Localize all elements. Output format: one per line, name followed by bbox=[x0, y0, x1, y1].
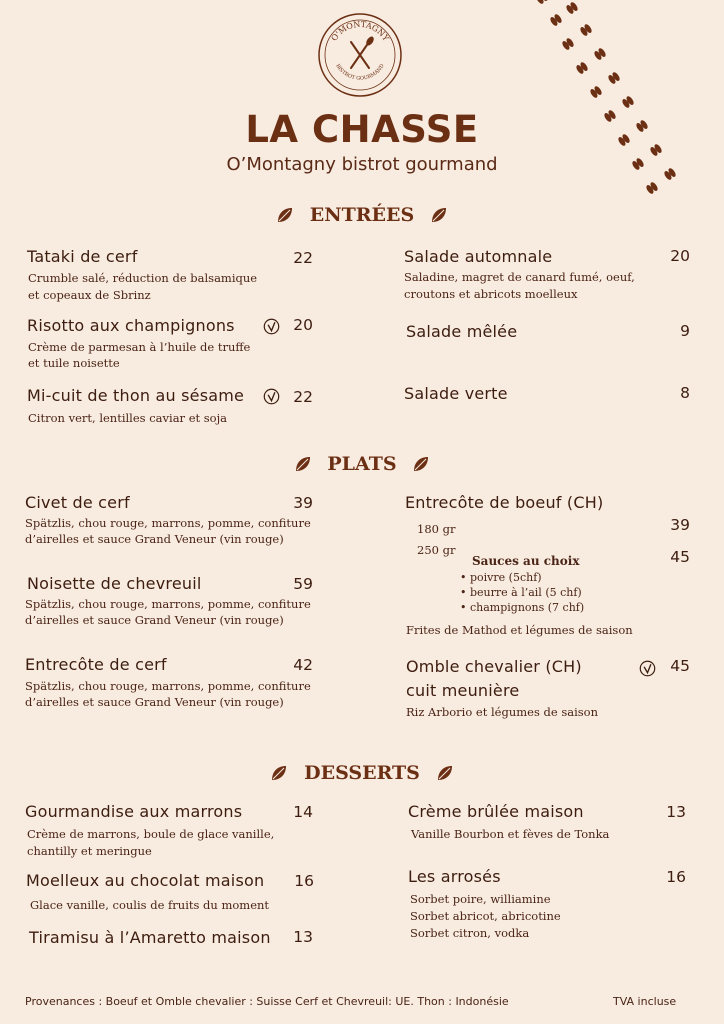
leaf-icon bbox=[435, 763, 455, 783]
dish-name: Gourmandise aux marrons bbox=[25, 802, 243, 821]
dish-desc: Citron vert, lentilles caviar et soja bbox=[28, 411, 228, 425]
dish-desc: d’airelles et sauce Grand Veneur (vin rouge) bbox=[25, 532, 284, 546]
dish-desc: Spätzlis, chou rouge, marrons, pomme, confiture bbox=[25, 597, 311, 611]
dish-desc: croutons et abricots moelleux bbox=[404, 287, 578, 301]
hoofprint-mark bbox=[607, 71, 621, 85]
dish-price: 9 bbox=[680, 322, 690, 340]
vegetarian-icon bbox=[263, 388, 280, 405]
leaf-icon bbox=[411, 454, 431, 474]
leaf-icon bbox=[429, 205, 449, 225]
sauce-item: • champignons (7 chf) bbox=[460, 601, 585, 614]
dish-name: Noisette de chevreuil bbox=[27, 574, 202, 593]
dish-name: Crème brûlée maison bbox=[408, 802, 584, 821]
hoofprint-mark bbox=[621, 95, 635, 109]
dish-name: Salade verte bbox=[404, 384, 508, 403]
dish-desc: Crème de marrons, boule de glace vanille, bbox=[27, 827, 275, 841]
dish-name: Tataki de cerf bbox=[27, 247, 138, 266]
dish-name: Entrecôte de boeuf (CH) bbox=[405, 493, 604, 512]
dish-price: 22 bbox=[293, 388, 313, 406]
vegetarian-icon bbox=[639, 660, 656, 677]
dish-price: 16 bbox=[294, 872, 314, 890]
weight-option: 250 gr bbox=[417, 543, 456, 557]
dish-price: 45 bbox=[670, 548, 690, 566]
restaurant-logo bbox=[317, 12, 403, 98]
page-title: LA CHASSE bbox=[245, 108, 479, 151]
dish-name-line2: cuit meunière bbox=[406, 681, 520, 700]
dish-price: 16 bbox=[666, 868, 686, 886]
section-desserts bbox=[0, 761, 724, 784]
dish-price: 22 bbox=[293, 249, 313, 267]
dish-desc: Sorbet abricot, abricotine bbox=[410, 909, 561, 923]
hoofprint-mark bbox=[549, 13, 563, 27]
dish-price: 13 bbox=[666, 803, 686, 821]
section-plats bbox=[0, 452, 724, 475]
tva-note: TVA incluse bbox=[613, 995, 677, 1008]
dish-price: 8 bbox=[680, 384, 690, 402]
dish-name: Les arrosés bbox=[408, 867, 501, 886]
dish-price: 42 bbox=[293, 656, 313, 674]
dish-name: Entrecôte de cerf bbox=[25, 655, 167, 674]
hoofprint-mark bbox=[575, 61, 589, 75]
section-label: PLATS bbox=[327, 453, 397, 475]
vegetarian-icon bbox=[263, 318, 280, 335]
hoofprint-mark bbox=[565, 1, 579, 15]
dish-desc: Crème de parmesan à l’huile de truffe bbox=[28, 340, 251, 354]
dish-price: 59 bbox=[293, 575, 313, 593]
dish-price: 14 bbox=[293, 803, 313, 821]
dish-price: 39 bbox=[670, 516, 690, 534]
dish-desc: Glace vanille, coulis de fruits du moment bbox=[30, 898, 270, 912]
hoofprint-mark bbox=[593, 47, 607, 61]
section-label: DESSERTS bbox=[304, 762, 420, 784]
sauce-item: • poivre (5chf) bbox=[460, 571, 542, 584]
dish-price: 13 bbox=[293, 928, 313, 946]
dish-desc: Sorbet citron, vodka bbox=[410, 926, 530, 940]
dish-name: Tiramisu à l’Amaretto maison bbox=[29, 928, 271, 947]
dish-name: Omble chevalier (CH) bbox=[406, 657, 582, 676]
dish-name: Civet de cerf bbox=[25, 493, 130, 512]
dish-desc: et copeaux de Sbrinz bbox=[28, 288, 151, 302]
dish-name: Salade mêlée bbox=[406, 322, 518, 341]
hoofprint-mark bbox=[579, 23, 593, 37]
dish-desc: Spätzlis, chou rouge, marrons, pomme, confiture bbox=[25, 516, 311, 530]
hoofprint-mark bbox=[645, 181, 659, 195]
provenances-note: Provenances : Boeuf et Omble chevalier : Suisse Cerf et Chevreuil: UE. Thon : Indonésie bbox=[25, 995, 509, 1008]
dish-price: 20 bbox=[670, 247, 690, 265]
dish-name: Moelleux au chocolat maison bbox=[26, 871, 265, 890]
svg-text:O'MONTAGNY bbox=[330, 20, 391, 43]
hoofprint-mark bbox=[589, 85, 603, 99]
logo-bottom-text: BISTROT GOURMAND bbox=[334, 63, 386, 82]
leaf-icon bbox=[269, 763, 289, 783]
svg-text:BISTROT GOURMAND bbox=[334, 63, 385, 82]
dish-desc: et tuile noisette bbox=[28, 356, 120, 370]
section-entrees bbox=[0, 203, 724, 226]
dish-desc: Saladine, magret de canard fumé, oeuf, bbox=[404, 270, 635, 284]
hoofprint-mark bbox=[561, 37, 575, 51]
dish-name: Mi-cuit de thon au sésame bbox=[27, 386, 245, 405]
dish-desc: Riz Arborio et légumes de saison bbox=[406, 705, 598, 719]
sauces-title: Sauces au choix bbox=[472, 554, 580, 568]
sauce-item: • beurre à l’ail (5 chf) bbox=[460, 586, 582, 599]
section-label: ENTRÉES bbox=[309, 204, 415, 226]
dish-desc: Vanille Bourbon et fèves de Tonka bbox=[411, 827, 610, 841]
dish-desc: Spätzlis, chou rouge, marrons, pomme, confiture bbox=[25, 679, 311, 693]
leaf-icon bbox=[275, 205, 295, 225]
dish-price: 45 bbox=[670, 657, 690, 675]
dish-desc: Sorbet poire, williamine bbox=[410, 892, 551, 906]
leaf-icon bbox=[293, 454, 313, 474]
dish-price: 39 bbox=[293, 494, 313, 512]
weight-option: 180 gr bbox=[417, 522, 456, 536]
dish-name: Salade automnale bbox=[404, 247, 553, 266]
logo-top-text: O'MONTAGNY bbox=[329, 19, 391, 43]
dish-desc: Frites de Mathod et légumes de saison bbox=[406, 623, 633, 637]
hoofprint-mark bbox=[535, 0, 549, 5]
dish-desc: chantilly et meringue bbox=[27, 844, 152, 858]
dish-desc: d’airelles et sauce Grand Veneur (vin rouge) bbox=[25, 695, 284, 709]
page-subtitle: O’Montagny bistrot gourmand bbox=[226, 154, 498, 175]
dish-price: 20 bbox=[293, 316, 313, 334]
dish-name: Risotto aux champignons bbox=[27, 316, 235, 335]
dish-desc: Crumble salé, réduction de balsamique bbox=[28, 271, 258, 285]
dish-desc: d’airelles et sauce Grand Veneur (vin rouge) bbox=[25, 613, 284, 627]
